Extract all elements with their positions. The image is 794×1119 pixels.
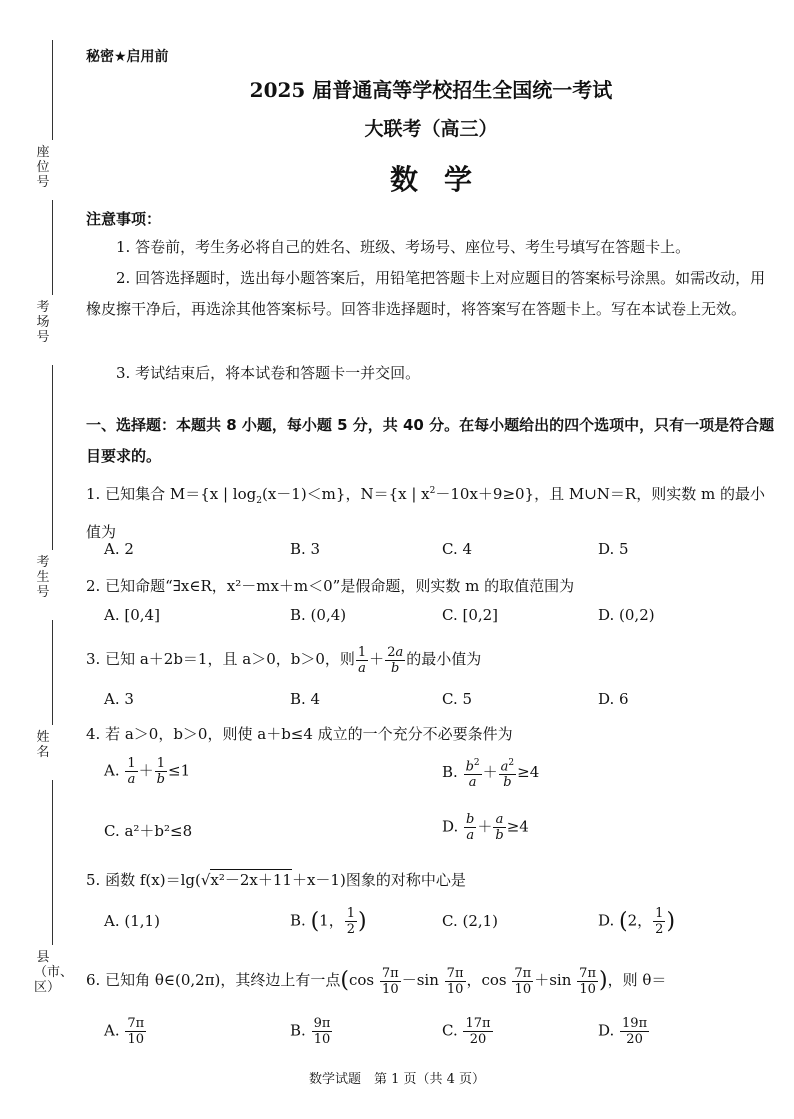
option-a: A. 3 xyxy=(104,690,134,708)
option-d: D. $\frac{b}{a}$ ＋ $\frac{a}{b}$ ≥4 xyxy=(442,812,529,843)
q1-text-c: －10x＋9≥0}，且 M∪N＝R，则实数 m 的最小值为 xyxy=(86,485,765,541)
question-2-options xyxy=(104,606,784,636)
question-6-options xyxy=(104,1016,784,1060)
option-c: C. 5 xyxy=(442,690,473,708)
notice-item-3: 3. 考试结束后，将本试卷和答题卡一并交回。 xyxy=(116,364,421,382)
section-heading: 一、选择题：本题共 8 小题，每小题 5 分，共 40 分。在每小题给出的四个选项中，只有一项是符合题目要求的。 xyxy=(86,416,775,465)
exam-room-label: 考场号 xyxy=(36,300,50,345)
divider xyxy=(52,780,53,945)
divider xyxy=(52,200,53,295)
option-b: B. 3 xyxy=(290,540,321,558)
divider xyxy=(52,40,53,140)
option-d: D. 6 xyxy=(598,690,629,708)
exam-subtitle: 大联考（高三） xyxy=(364,118,498,140)
option-b: B. $\frac{b^2}{a}$ ＋ $\frac{a^2}{b}$ ≥4 xyxy=(442,758,540,791)
fraction: $\frac{2a}{b}$ xyxy=(387,644,404,676)
q3-text-a: 3. 已知 a＋2b＝1，且 a＞0，b＞0，则 xyxy=(86,650,355,668)
option-a: A. (1,1) xyxy=(104,912,160,930)
notice-item-1: 1. 答卷前，考生务必将自己的姓名、班级、考场号、座位号、考生号填写在答题卡上。 xyxy=(116,238,691,256)
county-label: 县（市、区） xyxy=(34,950,74,995)
question-4-options-row2 xyxy=(104,812,784,856)
option-a: A. 2 xyxy=(104,540,134,558)
option-d: D. $\frac{19\pi}{20}$ xyxy=(598,1016,648,1047)
binding-sidebar xyxy=(0,0,74,1119)
notice-item-2: 2. 回答选择题时，选出每小题答案后，用铅笔把答题卡上对应题目的答案标号涂黑。如需改动，用橡皮擦干净后，再选涂其他答案标号。回答非选择题时，将答案写在答题卡上。写在本试卷上无效。 xyxy=(86,269,766,318)
question-5: 5. 函数 f(x)＝lg(√x²－2x＋11＋x－1)图象的对称中心是 xyxy=(86,871,466,889)
secret-mark: 秘密★启用前 xyxy=(86,49,169,65)
option-c: C. a²＋b²≤8 xyxy=(104,822,193,840)
notice-heading: 注意事项： xyxy=(86,210,162,228)
question-3: 3. 已知 a＋2b＝1，且 a＞0，b＞0，则 $\frac{1}{a}$ ＋ $\frac{2a}{b}$ 的最小值为 xyxy=(86,644,482,676)
seat-number-label: 座位号 xyxy=(36,145,50,190)
question-5-options xyxy=(104,906,784,946)
option-d: D. (0,2) xyxy=(598,606,655,624)
question-4-options-row1 xyxy=(104,756,784,800)
option-c: C. [0,2] xyxy=(442,606,499,624)
q3-text-b: 的最小值为 xyxy=(406,650,482,668)
option-b: B. $\frac{9\pi}{10}$ xyxy=(290,1016,331,1047)
q5-text-b: ＋x－1)图象的对称中心是 xyxy=(291,871,466,889)
question-2: 2. 已知命题“∃x∈R，x²－mx＋m＜0”是假命题，则实数 m 的取值范围为 xyxy=(86,577,575,595)
q5-text-a: 5. 函数 f(x)＝lg( xyxy=(86,871,201,889)
option-d: D. 5 xyxy=(598,540,629,558)
question-3-options xyxy=(104,690,784,720)
option-a: A. $\frac{7\pi}{10}$ xyxy=(104,1016,145,1047)
q6-text-a: 6. 已知角 θ∈(0,2π)，其终边上有一点 xyxy=(86,971,341,989)
q1-text-b: (x－1)＜m}，N＝{x | x xyxy=(261,485,430,503)
option-b: B. (1， $\frac{1}{2}$ ) xyxy=(290,906,367,937)
option-a: A. [0,4] xyxy=(104,606,160,624)
divider xyxy=(52,365,53,550)
divider xyxy=(52,620,53,725)
subject-title: 数学 xyxy=(389,163,498,196)
question-1: 1. 已知集合 M＝{x | $\log_2(x-1)<m$}，N＝{x | $x^2-10x+9\ge 0$}，且 M∪N＝R，则实数 m 的最小值为 xyxy=(86,485,765,541)
page-footer: 数学试题 第 1 页（共 4 页） xyxy=(308,1072,486,1087)
q1-text-a: 1. 已知集合 M＝{x | log xyxy=(86,485,257,503)
question-6: 6. 已知角 θ∈(0,2π)，其终边上有一点(cos $\frac{7\pi}{10}$ －sin $\frac{7\pi}{10}$ ，cos $\frac{7\pi}{10}$ ＋sin $\frac{7\pi}{10}$ )，则 θ＝ xyxy=(86,965,667,997)
exam-title: 2025 届普通高等学校招生全国统一考试 xyxy=(249,78,613,102)
option-c: C. (2,1) xyxy=(442,912,499,930)
option-c: C. $\frac{17\pi}{20}$ xyxy=(442,1016,491,1047)
option-c: C. 4 xyxy=(442,540,473,558)
q6-text-b: ，则 θ＝ xyxy=(607,971,667,989)
option-b: B. (0,4) xyxy=(290,606,347,624)
question-4: 4. 若 a＞0，b＞0，则使 a＋b≤4 成立的一个充分不必要条件为 xyxy=(86,725,513,743)
name-label: 姓名 xyxy=(36,730,50,760)
question-1-options xyxy=(104,540,784,570)
option-b: B. 4 xyxy=(290,690,321,708)
candidate-number-label: 考生号 xyxy=(36,555,50,600)
fraction: $\frac{1}{a}$ xyxy=(357,644,367,676)
option-d: D. (2， $\frac{1}{2}$ ) xyxy=(598,906,676,937)
sqrt-expression: x²－2x＋11 xyxy=(210,871,292,889)
option-a: A. $\frac{1}{a}$ ＋ $\frac{1}{b}$ ≤1 xyxy=(104,756,191,787)
